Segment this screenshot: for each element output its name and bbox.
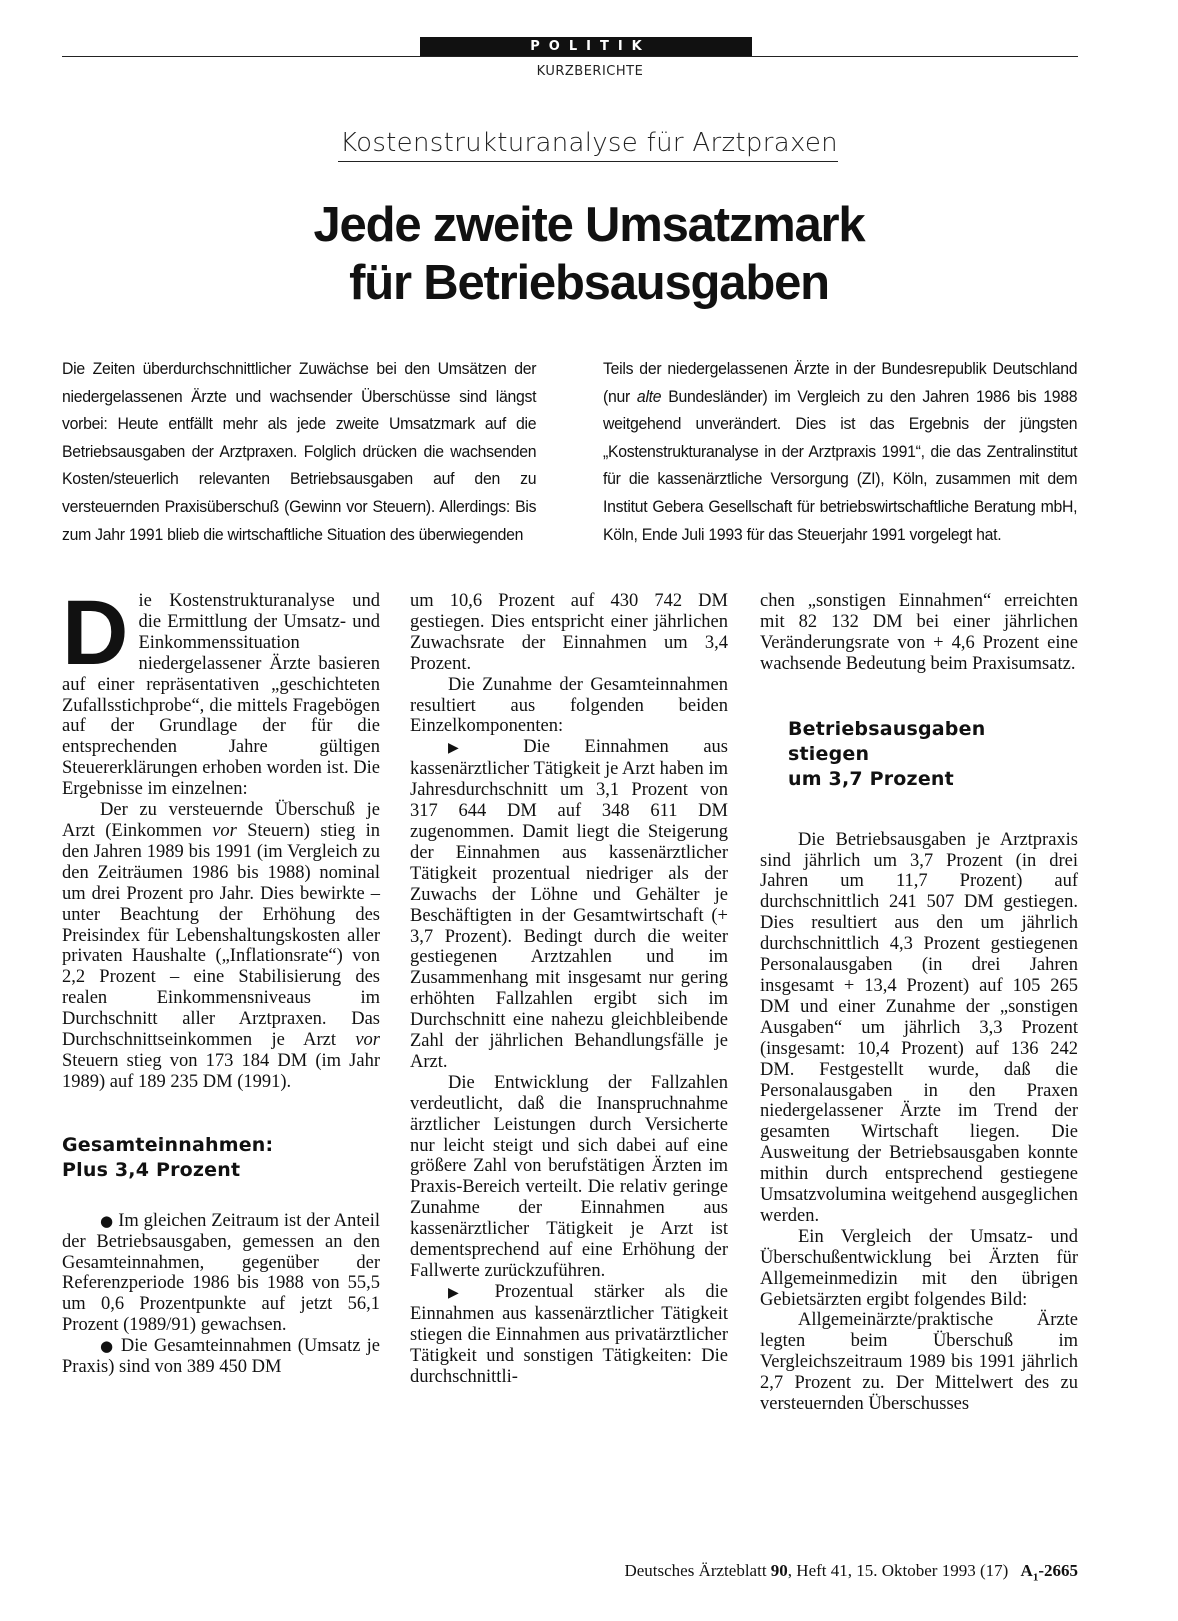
page-footer xyxy=(480,1561,1078,1583)
lead-right xyxy=(603,355,1077,548)
col1-paragraph-1: Die Kostenstrukturanalyse und die Ermittlung der Umsatz- und Einkommenssituation niedergelassener Ärzte basieren auf einer repräsentativen „geschichteten Zufallsstichprobe“, die mittels Fragebögen auf der Grundlage der für die entsprechenden Jahre gültigen Steuererklärungen erhoben worden ist. Die Ergebnisse im einzelnen: xyxy=(62,582,380,800)
lead-left xyxy=(62,355,536,548)
lead-right-text: Teils der niedergelassenen Ärzte in der Bundesrepublik Deutschland (nur alte Bundesländer) im Vergleich zu den Jahren 1986 bis 1988 weitgehend unverändert. Dies ist das Ergebnis der jüngsten „Kostenstrukturanalyse in der Arztpraxis 1991“, die das Zentralinstitut für die kassenärztliche Versorgung (ZI), Köln, zusammen mit dem Institut Gebera Gesellschaft für betriebswirtschaftliche Beratung mbH, Köln, Ende Juli 1993 für das Steuerjahr 1991 vorgelegt hat. xyxy=(603,359,1078,544)
col2-paragraph-4: Die Entwicklung der Fallzahlen verdeutlicht, daß die Inanspruchnahme ärztlicher Leistungen durch Versicherte nur leicht steigt und sich dabei auf eine größere Zahl von berufstätigen Ärzten im Praxis-Bereich verteilt. Die relativ geringe Zunahme der Einnahmen aus kassenärztlicher Tätigkeit je Arzt ist dementsprechend auf eine Erhöhung der Fallwerte zurückzuführen. xyxy=(410,1072,728,1281)
article-kicker: Kostenstrukturanalyse für Arztpraxen xyxy=(340,128,838,158)
col2-paragraph-3: ▶ Die Einnahmen aus kassenärztlicher Tätigkeit je Arzt haben im Jahresdurchschnitt um 3,1 Prozent von 317 644 DM auf 348 611 DM zugenommen. Damit liegt die Steigerung der Einnahmen aus kassenärztlicher Tätigkeit prozentual niedriger als der Zuwachs der Löhne und Gehälter je Beschäftigten in der Gesamtwirtschaft (+ 3,7 Prozent). Bedingt durch die weiter gestiegenen Arztzahlen und im Zusammenhang mit insgesamt nur gering erhöhten Fallzahlen ergibt sich im Durchschnitt eine nahezu gleichbleibende Zahl der jährlichen Behandlungsfälle je Arzt. xyxy=(410,737,728,1072)
col1-paragraph-4: ● Die Gesamteinnahmen (Umsatz je Praxis) sind von 389 450 DM xyxy=(62,1336,380,1378)
article-headline xyxy=(140,196,1038,312)
col1-paragraph-2: Der zu versteuernde Überschuß je Arzt (Einkommen vor Steuern) stieg in den Jahren 1989 bis 1991 (im Vergleich zu den Zeiträumen 1986 bis 1988) nominal um drei Prozent pro Jahr. Dies bewirkte – unter Beachtung der Erhöhung des Preisindex für Lebenshaltungskosten aller privaten Haushalte („Inflationsrate“) von 2,2 Prozent – eine Stabilisierung des realen Einkommensniveaus im Durchschnitt aller Arztpraxen. Das Durchschnittseinkommen je Arzt vor Steuern stieg von 173 184 DM (im Jahr 1989) auf 189 235 DM (1991). xyxy=(62,800,380,1092)
col1-paragraph-3: ● Im gleichen Zeitraum ist der Anteil der Betriebsausgaben, gemessen an den Gesamteinnahmen, gegenüber der Referenzperiode 1986 bis 1988 von 55,5 um 0,6 Prozentpunkte auf jetzt 56,1 Prozent (1989/91) gewachsen. xyxy=(62,1210,381,1336)
col3-paragraph-3: Ein Vergleich der Umsatz- und Überschußentwicklung bei Ärzten für Allgemeinmedizin mit den übrigen Gebietsärzten ergibt folgendes Bild: xyxy=(760,1226,1078,1310)
journal-volume: 90 xyxy=(770,1561,788,1580)
col3-paragraph-2: Die Betriebsausgaben je Arztpraxis sind jährlich um 3,7 Prozent (in drei Jahren um 11,7 Prozent) auf durchschnittlich 241 507 DM gestiegen. Dies resultiert aus den um jährlich durchschnittlich 4,3 Prozent gestiegenen Personalausgaben (in drei Jahren insgesamt + 13,4 Prozent) auf 105 265 DM und einer Zunahme der „sonstigen Ausgaben“ um jährlich 3,3 Prozent (insgesamt: 10,4 Prozent) auf 136 242 DM. Festgestellt wurde, daß die Personalausgaben in den Praxen niedergelassener Ärzte im Trend der gesamten Wirtschaft liegen. Die Ausweitung der Betriebsausgaben konnte mithin durch entsprechend gestiegene Umsatzvolumina weitgehend ausgeglichen werden. xyxy=(760,829,1078,1226)
col3-paragraph-4: Allgemeinärzte/praktische Ärzte legten beim Überschuß im Vergleichszeitraum 1989 bis 1991 jährlich 2,7 Prozent zu. Der Mittelwert des zu versteuernden Überschusses xyxy=(760,1310,1078,1415)
arrow-bullet-icon: ▶ xyxy=(448,740,489,757)
subheading-gesamteinnahmen: Gesamteinnahmen: Plus 3,4 Prozent xyxy=(62,1133,274,1181)
col2-paragraph-2: Die Zunahme der Gesamteinnahmen resultiert aus folgenden beiden Einzelkomponenten: xyxy=(410,674,728,737)
headline-line-1: Jede zweite Umsatzmark xyxy=(313,198,865,252)
headline-line-2: für Betriebsausgaben xyxy=(349,256,829,310)
rubric-bar xyxy=(420,37,752,56)
lead-left-text: Die Zeiten überdurchschnittlicher Zuwächse bei den Umsätzen der niedergelassenen Ärzte und wachsender Überschüsse sind längst vorbei: Heute entfällt mehr als jede zweite Umsatzmark auf die Betriebsausgaben der Arztpraxen. Folglich drücken die wachsenden Kosten/steuerlich relevanten Betriebsausgaben auf den zu versteuernden Praxisüberschuß (Gewinn vor Steuern). Allerdings: Bis zum Jahr 1991 blieb die wirtschaftliche Situation des überwiegenden xyxy=(62,359,537,544)
rubric-label: POLITIK xyxy=(530,39,651,54)
col3-paragraph-1: chen „sonstigen Einnahmen“ erreichten mit 82 132 DM bei einer jährlichen Veränderungsrate von + 4,6 Prozent eine wachsende Bedeutung beim Praxisumsatz. xyxy=(760,591,1078,674)
page-number: $A_1-2665$ xyxy=(1020,1561,1078,1584)
header-rule xyxy=(62,56,1078,57)
arrow-bullet-icon: ▶ xyxy=(448,1284,475,1301)
body-column-3 xyxy=(760,591,1078,1415)
issue-info: , Heft 41, 15. Oktober 1993 (17) xyxy=(787,1561,1009,1580)
kicker-underline xyxy=(338,161,838,162)
subheading-betriebsausgaben: Betriebsausgaben stiegen um 3,7 Prozent xyxy=(788,717,986,790)
drop-cap: D xyxy=(62,582,127,684)
body-column-1 xyxy=(62,582,381,1378)
journal-name: Deutsches Ärzteblatt xyxy=(624,1561,767,1580)
col2-paragraph-5: ▶ Prozentual stärker als die Einnahmen aus kassenärztlicher Tätigkeit stiegen die Einnahmen aus privatärztlicher Tätigkeit und sonstigen Tätigkeiten: Die durchschnittli- xyxy=(410,1281,728,1387)
bullet-icon: ● xyxy=(100,1211,114,1230)
body-column-2 xyxy=(410,591,728,1387)
bullet-icon: ● xyxy=(100,1337,115,1356)
subrubric-label: KURZBERICHTE xyxy=(536,64,644,79)
col2-paragraph-1: um 10,6 Prozent auf 430 742 DM gestiegen. Dies entspricht einer jährlichen Zuwachsrate der Einnahmen um 3,4 Prozent. xyxy=(410,591,728,674)
